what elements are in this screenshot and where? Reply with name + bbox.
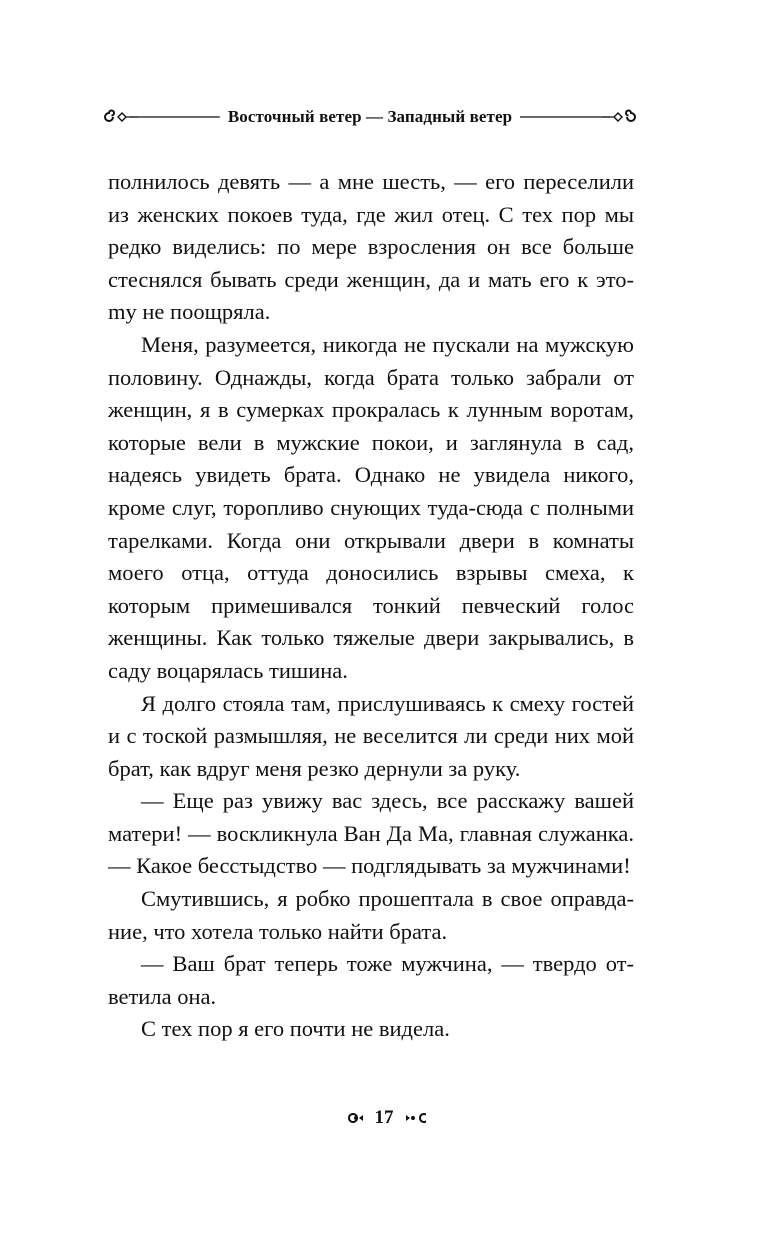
paragraph-3: Я долго стояла там, прислушиваясь к смеху гостей и с тоской размышляя, не веселится ли среди них мой брат, как вдруг меня резко дернули за руку. bbox=[108, 690, 634, 781]
paragraph-1: полнилось девять — а мне шесть, — его переселили из женских покоев туда, где жил отец. С тех пор мы редко виделись: по мере взросления он все больше стеснялся бывать среди женщин, да и мать его к этоmу не поощряла. bbox=[108, 169, 634, 325]
page-body bbox=[108, 166, 634, 1046]
paragraph-7: С тех пор я его почти не видела. bbox=[141, 1016, 450, 1042]
scroll-ornament-icon bbox=[104, 108, 138, 126]
running-header bbox=[104, 103, 636, 131]
page-footer bbox=[0, 1103, 768, 1133]
dot-ornament-icon bbox=[343, 1111, 367, 1125]
running-title: Восточный ветер — Западный ветер bbox=[227, 107, 513, 126]
paragraph-2: Меня, разумеется, никогда не пускали на мужскую половину. Однажды, когда брата только забрали от женщин, я в сумерках прокралась к лунным воротам, которые вели в мужские покои, и заглянула в сад, надеясь увидеть брата. Однако не увидела никого, кроме слуг, торопливо снующих туда-сюда с полными тарелками. Когда они открывали двери в комнаты моего отца, оттуда доносились взрывы смеха, к которым примешивался тонкий певческий голос женщины. Как только тяжелые двери закрывались, в саду воцарялась тишина. bbox=[108, 331, 634, 683]
scroll-ornament-icon bbox=[602, 108, 636, 126]
paragraph-5: Смутившись, я робко прошептала в свое оправдание, что хотела только найти брата. bbox=[108, 886, 634, 944]
paragraph-6: — Ваш брат теперь тоже мужчина, — твердо ответила она. bbox=[108, 951, 634, 1009]
dot-ornament-icon bbox=[402, 1111, 426, 1125]
page-number: 17 bbox=[374, 1107, 394, 1128]
paragraph-4: — Еще раз увижу вас здесь, все расскажу вашей матери! — воскликнула Ван Да Ма, главная служанка. — Какое бесстыдство — подглядывать за мужчинами! bbox=[108, 788, 634, 879]
